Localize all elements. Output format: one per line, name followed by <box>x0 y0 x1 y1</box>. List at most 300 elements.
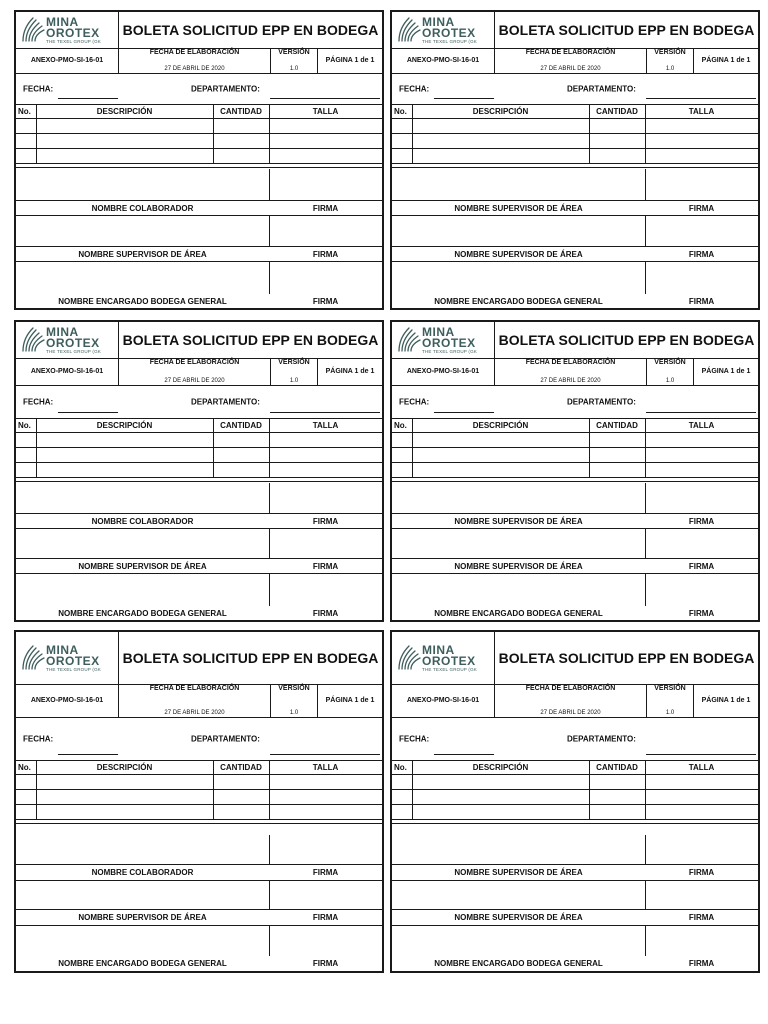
page-indicator: PÁGINA 1 de 1 <box>325 57 375 64</box>
company-logo <box>392 322 495 358</box>
creation-date-label: FECHA DE ELABORACIÓN <box>525 49 616 56</box>
fecha-input-line[interactable] <box>434 412 494 413</box>
column-header-cantidad: CANTIDAD <box>596 763 638 772</box>
signature-space[interactable] <box>16 215 382 247</box>
departamento-input-line[interactable] <box>270 98 380 99</box>
version-cell <box>647 48 694 73</box>
signature-label-row <box>392 865 758 881</box>
creation-date-value: 27 DE ABRIL DE 2020 <box>164 66 225 72</box>
leaf-logo-icon <box>20 643 46 671</box>
logo-line-2: OROTEX <box>46 26 100 40</box>
items-table-header <box>392 105 758 119</box>
table-bottom-rule <box>392 481 758 482</box>
creation-date-cell <box>495 358 647 385</box>
form-title: BOLETA SOLICITUD EPP EN BODEGA <box>498 22 755 38</box>
company-logo <box>16 322 119 358</box>
signature-space[interactable] <box>392 215 758 247</box>
departamento-label: DEPARTAMENTO: <box>191 84 260 94</box>
signature-block <box>392 925 758 971</box>
column-header-cantidad: CANTIDAD <box>220 763 262 772</box>
logo-line-2: OROTEX <box>422 654 476 668</box>
fecha-label: FECHA: <box>23 734 54 744</box>
column-header-talla: TALLA <box>688 421 715 430</box>
signature-divider <box>645 215 646 247</box>
logo-line-1: MINA <box>422 325 455 339</box>
logo-tagline: THE TEXEL GROUP (GK <box>422 39 477 44</box>
epp-request-form <box>390 320 760 622</box>
signature-firma-label: FIRMA <box>312 249 339 259</box>
signature-name-label: NOMBRE SUPERVISOR DE ÁREA <box>78 913 207 922</box>
form-header <box>16 632 382 685</box>
version-value: 1.0 <box>289 710 299 716</box>
signature-divider <box>645 880 646 910</box>
leaf-logo-icon <box>396 643 422 671</box>
signature-name-label: NOMBRE COLABORADOR <box>91 516 194 526</box>
signature-label-row <box>16 865 382 881</box>
table-row[interactable] <box>16 448 382 463</box>
signature-firma-label: FIRMA <box>688 249 715 259</box>
signature-divider <box>269 573 270 606</box>
document-code: ANEXO-PMO-SI-16-01 <box>392 358 495 385</box>
logo-tagline: THE TEXEL GROUP (GK <box>422 667 477 672</box>
fecha-input-line[interactable] <box>58 754 118 755</box>
items-table <box>392 761 758 820</box>
logo-line-2: OROTEX <box>46 654 100 668</box>
signature-name-label: NOMBRE SUPERVISOR DE ÁREA <box>454 561 583 571</box>
signature-label-row <box>392 201 758 216</box>
column-divider <box>589 761 590 820</box>
signature-firma-label: FIRMA <box>688 296 715 306</box>
fecha-input-line[interactable] <box>434 98 494 99</box>
signature-label-row <box>392 910 758 926</box>
signature-divider <box>645 169 646 201</box>
departamento-input-line[interactable] <box>646 754 756 755</box>
items-table-header <box>16 761 382 775</box>
form-title: BOLETA SOLICITUD EPP EN BODEGA <box>498 332 755 348</box>
column-header-cantidad: CANTIDAD <box>220 107 262 116</box>
logo-line-2: OROTEX <box>422 26 476 40</box>
items-table-header <box>16 419 382 433</box>
signature-block <box>16 528 382 573</box>
table-row[interactable] <box>16 463 382 478</box>
form-header <box>392 322 758 359</box>
table-row[interactable] <box>16 134 382 149</box>
logo-line-1: MINA <box>46 325 79 339</box>
column-divider <box>645 761 646 820</box>
signature-space[interactable] <box>16 573 382 606</box>
document-code: ANEXO-PMO-SI-16-01 <box>16 358 119 385</box>
form-header <box>16 12 382 49</box>
signature-divider <box>269 528 270 559</box>
column-header-descripcion: DESCRIPCIÓN <box>96 763 153 772</box>
fecha-departamento-row <box>16 386 382 419</box>
signature-block <box>392 880 758 925</box>
signature-space[interactable] <box>392 880 758 910</box>
signature-block <box>392 483 758 528</box>
epp-request-form <box>390 630 760 973</box>
signature-divider <box>269 261 270 294</box>
signature-firma-label: FIRMA <box>688 561 715 571</box>
signature-block <box>392 573 758 620</box>
table-row[interactable] <box>392 805 758 820</box>
logo-tagline: THE TEXEL GROUP (GK <box>46 667 101 672</box>
signature-firma-label: FIRMA <box>312 608 339 618</box>
creation-date-label: FECHA DE ELABORACIÓN <box>149 49 240 56</box>
fecha-input-line[interactable] <box>434 754 494 755</box>
creation-date-cell <box>119 684 271 717</box>
signature-space[interactable] <box>16 169 382 201</box>
logo-line-1: MINA <box>422 15 455 29</box>
form-title: BOLETA SOLICITUD EPP EN BODEGA <box>498 650 755 666</box>
creation-date-label: FECHA DE ELABORACIÓN <box>149 685 240 692</box>
version-label: VERSIÓN <box>278 49 310 56</box>
signature-firma-label: FIRMA <box>688 913 715 922</box>
company-logo <box>16 632 119 684</box>
signature-block <box>16 483 382 528</box>
column-divider <box>269 761 270 820</box>
form-header <box>16 322 382 359</box>
signature-label-row <box>16 294 382 308</box>
column-divider <box>412 105 413 164</box>
signature-block <box>16 835 382 880</box>
creation-date-value: 27 DE ABRIL DE 2020 <box>540 378 601 384</box>
creation-date-label: FECHA DE ELABORACIÓN <box>525 685 616 692</box>
signature-name-label: NOMBRE ENCARGADO BODEGA GENERAL <box>434 959 603 968</box>
version-value: 1.0 <box>665 710 675 716</box>
signature-name-label: NOMBRE ENCARGADO BODEGA GENERAL <box>434 296 603 306</box>
document-info-row <box>16 48 382 74</box>
signature-space[interactable] <box>16 880 382 910</box>
signature-label-row <box>16 606 382 620</box>
signature-firma-label: FIRMA <box>688 203 715 213</box>
version-label: VERSIÓN <box>278 685 310 692</box>
column-header-cantidad: CANTIDAD <box>220 421 262 430</box>
column-divider <box>213 105 214 164</box>
document-info-row <box>16 684 382 718</box>
column-divider <box>269 105 270 164</box>
table-row[interactable] <box>16 790 382 805</box>
signature-name-label: NOMBRE SUPERVISOR DE ÁREA <box>454 868 583 877</box>
signature-block <box>16 880 382 925</box>
document-code: ANEXO-PMO-SI-16-01 <box>16 48 119 73</box>
leaf-logo-icon <box>20 325 46 353</box>
logo-line-1: MINA <box>46 15 79 29</box>
version-cell <box>271 358 318 385</box>
signature-label-row <box>392 956 758 971</box>
creation-date-value: 27 DE ABRIL DE 2020 <box>540 710 601 716</box>
column-header-descripcion: DESCRIPCIÓN <box>472 421 529 430</box>
logo-line-2: OROTEX <box>422 336 476 350</box>
items-table <box>392 105 758 164</box>
items-table-header <box>392 419 758 433</box>
table-bottom-rule <box>16 481 382 482</box>
column-header-no: No. <box>394 763 407 772</box>
version-cell <box>271 684 318 717</box>
column-header-no: No. <box>18 763 31 772</box>
signature-space[interactable] <box>16 835 382 865</box>
departamento-input-line[interactable] <box>646 412 756 413</box>
signature-space[interactable] <box>16 925 382 956</box>
page-indicator: PÁGINA 1 de 1 <box>701 57 751 64</box>
table-row[interactable] <box>392 448 758 463</box>
epp-request-form <box>390 10 760 310</box>
logo-tagline: THE TEXEL GROUP (GK <box>422 349 477 354</box>
creation-date-label: FECHA DE ELABORACIÓN <box>525 359 616 366</box>
signature-divider <box>645 573 646 606</box>
column-header-no: No. <box>18 107 31 116</box>
signature-block <box>16 169 382 215</box>
signature-divider <box>645 925 646 956</box>
document-code: ANEXO-PMO-SI-16-01 <box>16 684 119 717</box>
column-header-talla: TALLA <box>312 107 339 116</box>
company-logo <box>16 12 119 48</box>
signature-block <box>392 261 758 308</box>
signature-firma-label: FIRMA <box>312 296 339 306</box>
column-header-descripcion: DESCRIPCIÓN <box>472 763 529 772</box>
signature-space[interactable] <box>392 483 758 514</box>
signature-space[interactable] <box>392 835 758 865</box>
creation-date-value: 27 DE ABRIL DE 2020 <box>540 66 601 72</box>
table-row[interactable] <box>392 134 758 149</box>
signature-block <box>16 215 382 261</box>
fecha-label: FECHA: <box>399 84 430 94</box>
signature-block <box>16 261 382 308</box>
form-title: BOLETA SOLICITUD EPP EN BODEGA <box>122 650 379 666</box>
column-header-cantidad: CANTIDAD <box>596 421 638 430</box>
logo-tagline: THE TEXEL GROUP (GK <box>46 349 101 354</box>
signature-divider <box>645 835 646 865</box>
creation-date-label: FECHA DE ELABORACIÓN <box>149 359 240 366</box>
signature-divider <box>269 925 270 956</box>
signature-name-label: NOMBRE COLABORADOR <box>91 203 194 213</box>
signature-firma-label: FIRMA <box>312 561 339 571</box>
fecha-label: FECHA: <box>399 734 430 744</box>
column-header-talla: TALLA <box>688 107 715 116</box>
signature-label-row <box>16 514 382 529</box>
page-indicator: PÁGINA 1 de 1 <box>325 697 375 704</box>
version-label: VERSIÓN <box>654 359 686 366</box>
signature-block <box>392 528 758 573</box>
column-header-talla: TALLA <box>312 763 339 772</box>
logo-tagline: THE TEXEL GROUP (GK <box>46 39 101 44</box>
signature-firma-label: FIRMA <box>312 913 339 922</box>
table-row[interactable] <box>392 790 758 805</box>
signature-block <box>392 835 758 880</box>
table-bottom-rule <box>16 167 382 168</box>
signature-block <box>392 215 758 261</box>
signature-label-row <box>16 956 382 971</box>
signature-label-row <box>16 910 382 926</box>
signature-divider <box>645 483 646 514</box>
page-indicator: PÁGINA 1 de 1 <box>701 697 751 704</box>
signature-name-label: NOMBRE ENCARGADO BODEGA GENERAL <box>434 608 603 618</box>
departamento-label: DEPARTAMENTO: <box>191 734 260 744</box>
fecha-input-line[interactable] <box>58 412 118 413</box>
column-header-cantidad: CANTIDAD <box>596 107 638 116</box>
logo-line-1: MINA <box>422 643 455 657</box>
version-cell <box>647 684 694 717</box>
signature-divider <box>645 261 646 294</box>
table-row[interactable] <box>392 119 758 134</box>
column-divider <box>412 761 413 820</box>
items-table <box>16 761 382 820</box>
fecha-departamento-row <box>392 386 758 419</box>
signature-label-row <box>392 294 758 308</box>
form-title: BOLETA SOLICITUD EPP EN BODEGA <box>122 332 379 348</box>
table-row[interactable] <box>392 463 758 478</box>
leaf-logo-icon <box>20 15 46 43</box>
signature-block <box>392 169 758 215</box>
signature-name-label: NOMBRE SUPERVISOR DE ÁREA <box>454 203 583 213</box>
version-label: VERSIÓN <box>654 49 686 56</box>
signature-space[interactable] <box>392 573 758 606</box>
column-header-descripcion: DESCRIPCIÓN <box>472 107 529 116</box>
column-header-no: No. <box>394 421 407 430</box>
column-divider <box>36 761 37 820</box>
signature-block <box>16 573 382 620</box>
column-header-descripcion: DESCRIPCIÓN <box>96 421 153 430</box>
signature-space[interactable] <box>392 528 758 559</box>
signature-space[interactable] <box>392 925 758 956</box>
page-indicator: PÁGINA 1 de 1 <box>701 368 751 375</box>
company-logo <box>392 632 495 684</box>
version-cell <box>647 358 694 385</box>
column-divider <box>213 419 214 478</box>
column-divider <box>589 105 590 164</box>
signature-label-row <box>16 559 382 574</box>
table-row[interactable] <box>16 119 382 134</box>
column-divider <box>589 419 590 478</box>
departamento-input-line[interactable] <box>270 754 380 755</box>
signature-space[interactable] <box>16 261 382 294</box>
fecha-departamento-row <box>392 718 758 761</box>
document-info-row <box>392 48 758 74</box>
table-bottom-rule <box>16 823 382 824</box>
column-header-talla: TALLA <box>312 421 339 430</box>
fecha-departamento-row <box>16 74 382 105</box>
column-divider <box>412 419 413 478</box>
column-divider <box>645 105 646 164</box>
column-divider <box>36 419 37 478</box>
items-table <box>16 105 382 164</box>
signature-label-row <box>392 559 758 574</box>
signature-firma-label: FIRMA <box>688 959 715 968</box>
table-row[interactable] <box>16 433 382 448</box>
signature-name-label: NOMBRE COLABORADOR <box>91 868 194 877</box>
column-divider <box>36 105 37 164</box>
version-label: VERSIÓN <box>278 359 310 366</box>
page-indicator: PÁGINA 1 de 1 <box>325 368 375 375</box>
table-bottom-rule <box>392 167 758 168</box>
document-info-row <box>392 358 758 386</box>
creation-date-cell <box>495 684 647 717</box>
departamento-label: DEPARTAMENTO: <box>567 397 636 407</box>
signature-divider <box>269 215 270 247</box>
signature-name-label: NOMBRE SUPERVISOR DE ÁREA <box>78 561 207 571</box>
fecha-label: FECHA: <box>23 397 54 407</box>
signature-divider <box>269 835 270 865</box>
signature-firma-label: FIRMA <box>688 608 715 618</box>
creation-date-cell <box>495 48 647 73</box>
table-row[interactable] <box>16 805 382 820</box>
signature-firma-label: FIRMA <box>688 868 715 877</box>
column-divider <box>645 419 646 478</box>
creation-date-cell <box>119 48 271 73</box>
table-row[interactable] <box>16 775 382 790</box>
column-header-no: No. <box>18 421 31 430</box>
signature-name-label: NOMBRE SUPERVISOR DE ÁREA <box>78 249 207 259</box>
epp-request-form <box>14 630 384 973</box>
creation-date-value: 27 DE ABRIL DE 2020 <box>164 378 225 384</box>
column-divider <box>213 761 214 820</box>
column-divider <box>269 419 270 478</box>
signature-name-label: NOMBRE ENCARGADO BODEGA GENERAL <box>58 608 227 618</box>
logo-line-1: MINA <box>46 643 79 657</box>
signature-label-row <box>392 514 758 529</box>
signature-label-row <box>16 201 382 216</box>
table-row[interactable] <box>16 149 382 164</box>
version-value: 1.0 <box>289 378 299 384</box>
signature-name-label: NOMBRE SUPERVISOR DE ÁREA <box>454 249 583 259</box>
fecha-input-line[interactable] <box>58 98 118 99</box>
departamento-label: DEPARTAMENTO: <box>567 734 636 744</box>
signature-name-label: NOMBRE ENCARGADO BODEGA GENERAL <box>58 296 227 306</box>
fecha-label: FECHA: <box>399 397 430 407</box>
fecha-departamento-row <box>392 74 758 105</box>
fecha-label: FECHA: <box>23 84 54 94</box>
signature-space[interactable] <box>392 169 758 201</box>
document-code: ANEXO-PMO-SI-16-01 <box>392 684 495 717</box>
version-value: 1.0 <box>665 378 675 384</box>
departamento-input-line[interactable] <box>270 412 380 413</box>
column-header-no: No. <box>394 107 407 116</box>
leaf-logo-icon <box>396 325 422 353</box>
items-table <box>392 419 758 478</box>
signature-space[interactable] <box>16 528 382 559</box>
items-table-header <box>16 105 382 119</box>
signature-block <box>16 925 382 971</box>
signature-label-row <box>392 247 758 262</box>
table-row[interactable] <box>392 775 758 790</box>
version-cell <box>271 48 318 73</box>
signature-firma-label: FIRMA <box>688 516 715 526</box>
signature-firma-label: FIRMA <box>312 959 339 968</box>
signature-space[interactable] <box>16 483 382 514</box>
signature-label-row <box>16 247 382 262</box>
signature-divider <box>269 483 270 514</box>
departamento-label: DEPARTAMENTO: <box>191 397 260 407</box>
items-table <box>16 419 382 478</box>
column-header-talla: TALLA <box>688 763 715 772</box>
form-title: BOLETA SOLICITUD EPP EN BODEGA <box>122 22 379 38</box>
signature-firma-label: FIRMA <box>312 203 339 213</box>
form-header <box>392 632 758 685</box>
signature-name-label: NOMBRE SUPERVISOR DE ÁREA <box>454 913 583 922</box>
signature-divider <box>645 528 646 559</box>
company-logo <box>392 12 495 48</box>
signature-name-label: NOMBRE SUPERVISOR DE ÁREA <box>454 516 583 526</box>
signature-firma-label: FIRMA <box>312 868 339 877</box>
table-row[interactable] <box>392 149 758 164</box>
departamento-input-line[interactable] <box>646 98 756 99</box>
table-row[interactable] <box>392 433 758 448</box>
signature-space[interactable] <box>392 261 758 294</box>
fecha-departamento-row <box>16 718 382 761</box>
signature-divider <box>269 169 270 201</box>
version-value: 1.0 <box>289 66 299 72</box>
version-label: VERSIÓN <box>654 685 686 692</box>
epp-request-form <box>14 320 384 622</box>
